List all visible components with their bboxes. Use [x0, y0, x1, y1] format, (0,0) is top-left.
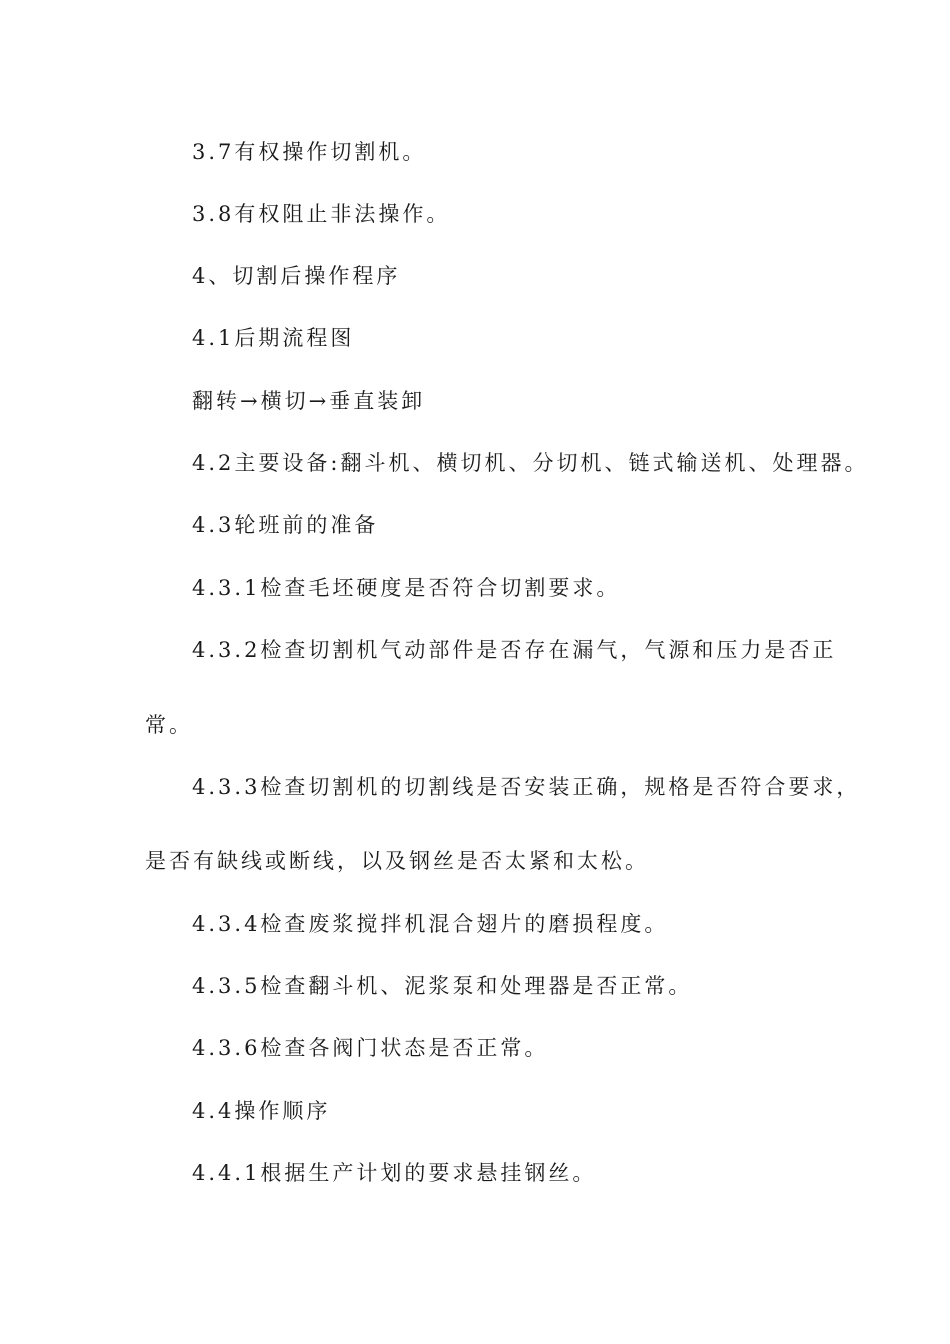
- paragraph-4-3-1: 4.3.1检查毛坯硬度是否符合切割要求。: [192, 576, 621, 600]
- paragraph-4-3-3-continuation: 是否有缺线或断线，以及钢丝是否太紧和太松。: [145, 849, 649, 873]
- subheading-4-1: 4.1后期流程图: [192, 326, 355, 350]
- section-heading-4: 4、切割后操作程序: [192, 264, 401, 288]
- process-flow-line: 翻转→横切→垂直装卸: [192, 389, 426, 413]
- paragraph-4-3-3: 4.3.3检查切割机的切割线是否安装正确，规格是否符合要求，: [192, 775, 861, 799]
- paragraph-4-3-2-continuation: 常。: [145, 713, 193, 737]
- paragraph-4-3-2: 4.3.2检查切割机气动部件是否存在漏气，气源和压力是否正: [192, 638, 837, 662]
- paragraph-4-3-5: 4.3.5检查翻斗机、泥浆泵和处理器是否正常。: [192, 974, 693, 998]
- paragraph-4-4-1: 4.4.1根据生产计划的要求悬挂钢丝。: [192, 1161, 597, 1185]
- paragraph-3-8: 3.8有权阻止非法操作。: [192, 202, 451, 226]
- paragraph-4-2: 4.2主要设备:翻斗机、横切机、分切机、链式输送机、处理器。: [192, 451, 869, 475]
- paragraph-4-3-6: 4.3.6检查各阀门状态是否正常。: [192, 1036, 549, 1060]
- subheading-4-3: 4.3轮班前的准备: [192, 513, 379, 537]
- paragraph-3-7: 3.7有权操作切割机。: [192, 140, 427, 164]
- paragraph-4-3-4: 4.3.4检查废浆搅拌机混合翅片的磨损程度。: [192, 912, 669, 936]
- subheading-4-4: 4.4操作顺序: [192, 1099, 331, 1123]
